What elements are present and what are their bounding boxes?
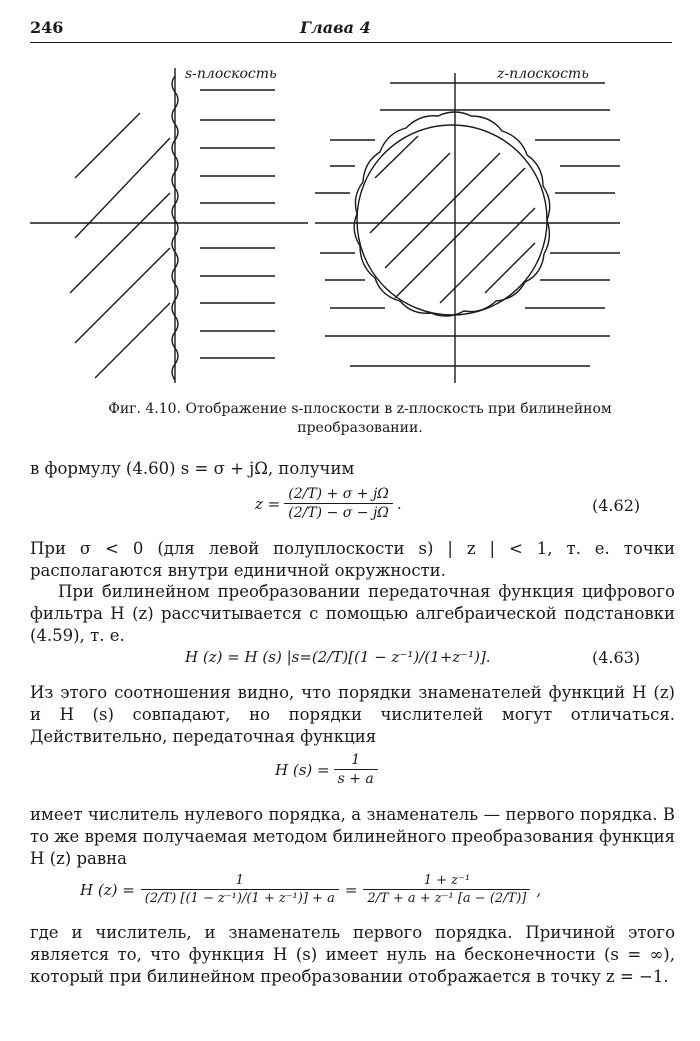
equation-4-62 xyxy=(255,486,402,521)
paragraph-3: При билинейном преобразовании передаточная функция цифрового фильтра H (z) рассчитывается с помощью алгебраической подстановки (4.59), т. е. xyxy=(30,582,675,645)
paragraph-2: При σ < 0 (для левой полуплоскости s) | z | < 1, т. е. точки располагаются внутри единичной окружности. xyxy=(30,539,675,580)
eqHz-tail: , xyxy=(536,880,542,899)
header-rule xyxy=(30,42,672,43)
eqH-numerator: 1 xyxy=(351,752,361,768)
z-plane-diagram xyxy=(315,73,620,383)
eq462-tail: . xyxy=(396,494,402,513)
eqHz-numerator-1: 1 xyxy=(235,873,244,888)
eqHz-fraction-2 xyxy=(363,873,530,906)
equation-4-63: H (z) = H (s) |s=(2/T)[(1 − z⁻¹)/(1+z⁻¹)]. xyxy=(185,648,491,666)
s-plane-diagram xyxy=(30,68,308,383)
s-plane-label: s-плоскость xyxy=(185,66,277,82)
page-number: 246 xyxy=(30,18,64,37)
equation-hs xyxy=(275,752,378,787)
eqH-fraction xyxy=(334,752,378,787)
eq462-fraction xyxy=(284,486,393,521)
eqHz-fraction-1 xyxy=(141,873,339,906)
eq462-numerator: (2/T) + σ + jΩ xyxy=(288,486,389,502)
paragraph-4: Из этого соотношения видно, что порядки знаменателей функций H (z) и H (s) совпадают, но порядки числителей могут отличаться. Действительно, передаточная функция xyxy=(30,683,675,746)
equation-number-4-62: (4.62) xyxy=(592,496,641,515)
z-plane-unit-circle xyxy=(357,125,547,315)
eq462-denominator: (2/T) − σ − jΩ xyxy=(284,503,393,521)
chapter-title: Глава 4 xyxy=(300,18,371,37)
paragraph-1: в формулу (4.60) s = σ + jΩ, получим xyxy=(30,459,355,478)
eqHz-equals: = xyxy=(344,880,358,899)
equation-hz xyxy=(80,873,541,906)
eqHz-denominator-2: 2/T + a + z⁻¹ [a − (2/T)] xyxy=(363,889,530,906)
eq462-lhs: z = xyxy=(255,494,281,513)
paragraph-5: имеет числитель нулевого порядка, а знаменатель — первого порядка. В то же время получаемая методом билинейного преобразования функция H (z) равна xyxy=(30,805,675,868)
eqHz-denominator-1: (2/T) [(1 − z⁻¹)/(1 + z⁻¹)] + a xyxy=(141,889,339,906)
figure-4-10 xyxy=(30,48,670,393)
eqH-lhs: H (s) = xyxy=(275,760,330,779)
z-plane-label: z-плоскость xyxy=(497,66,589,82)
eqHz-lhs: H (z) = xyxy=(80,880,135,899)
eqHz-numerator-2: 1 + z⁻¹ xyxy=(423,873,471,888)
figure-caption: Фиг. 4.10. Отображение s-плоскости в z-плоскость при билинейном преобразовании. xyxy=(108,401,612,436)
paragraph-6: где и числитель, и знаменатель первого порядка. Причиной этого является то, что функция H (s) имеет нуль на бесконечности (s = ∞), который при билинейном преобразовании отображается в точку z = −1. xyxy=(30,923,675,986)
eqH-denominator: s + a xyxy=(334,769,378,787)
equation-number-4-63: (4.63) xyxy=(592,648,641,667)
